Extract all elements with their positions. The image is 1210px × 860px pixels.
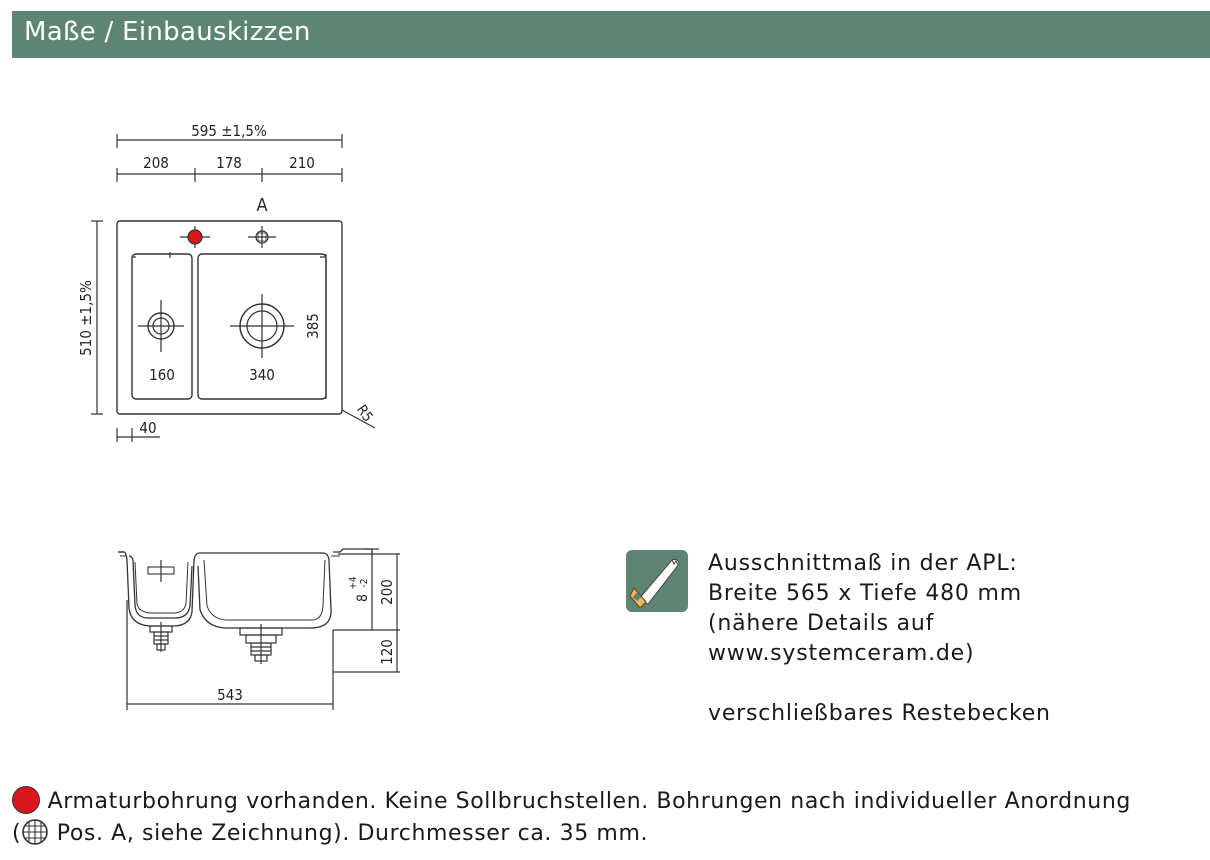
tap-hole-marker	[188, 230, 202, 244]
bowl-height-label: 200	[378, 579, 396, 605]
offset-label: 40	[139, 419, 157, 437]
info-line: www.systemceram.de)	[708, 641, 975, 666]
tolerance-plus-label: +4	[348, 576, 359, 590]
spacer	[708, 669, 1051, 699]
info-line: (nähere Details auf	[708, 611, 935, 636]
total-width-label: 543	[217, 686, 243, 704]
saw-icon	[626, 550, 688, 612]
footnote-line-1: Armaturbohrung vorhanden. Keine Sollbruchstellen. Bohrungen nach individueller Anordnung	[47, 789, 1131, 814]
drain-height-label: 120	[378, 639, 396, 665]
small-bowl-width-label: 160	[149, 366, 175, 384]
footnote-paren: (	[12, 821, 22, 846]
position-a-label: A	[256, 195, 268, 216]
info-extra: verschließbares Restebecken	[708, 701, 1051, 726]
info-line: Breite 565 x Tiefe 480 mm	[708, 581, 1022, 606]
radius-label: R5	[352, 402, 376, 426]
info-line: Ausschnittmaß in der APL:	[708, 551, 1018, 576]
seg-right-label: 210	[289, 154, 315, 172]
section-title: Maße / Einbauskizzen	[24, 17, 311, 47]
large-bowl-width-label: 340	[249, 366, 275, 384]
overall-depth-label: 510 ±1,5%	[77, 280, 95, 356]
seg-mid-label: 178	[216, 154, 242, 172]
optional-hole-marker	[256, 231, 268, 243]
tolerance-main-label: 8	[355, 593, 371, 603]
overall-width-label: 595 ±1,5%	[191, 122, 267, 140]
footnote	[12, 786, 1131, 850]
footnote-line-2: Pos. A, siehe Zeichnung). Durchmesser ca. 35 mm.	[56, 821, 649, 846]
seg-left-label: 208	[143, 154, 169, 172]
tolerance-minus-label: -2	[359, 578, 370, 588]
bowl-depth-label: 385	[304, 313, 322, 339]
cutout-info	[708, 549, 1051, 729]
tap-hole-legend-icon	[12, 786, 40, 814]
grid-hole-legend-icon	[21, 818, 49, 846]
